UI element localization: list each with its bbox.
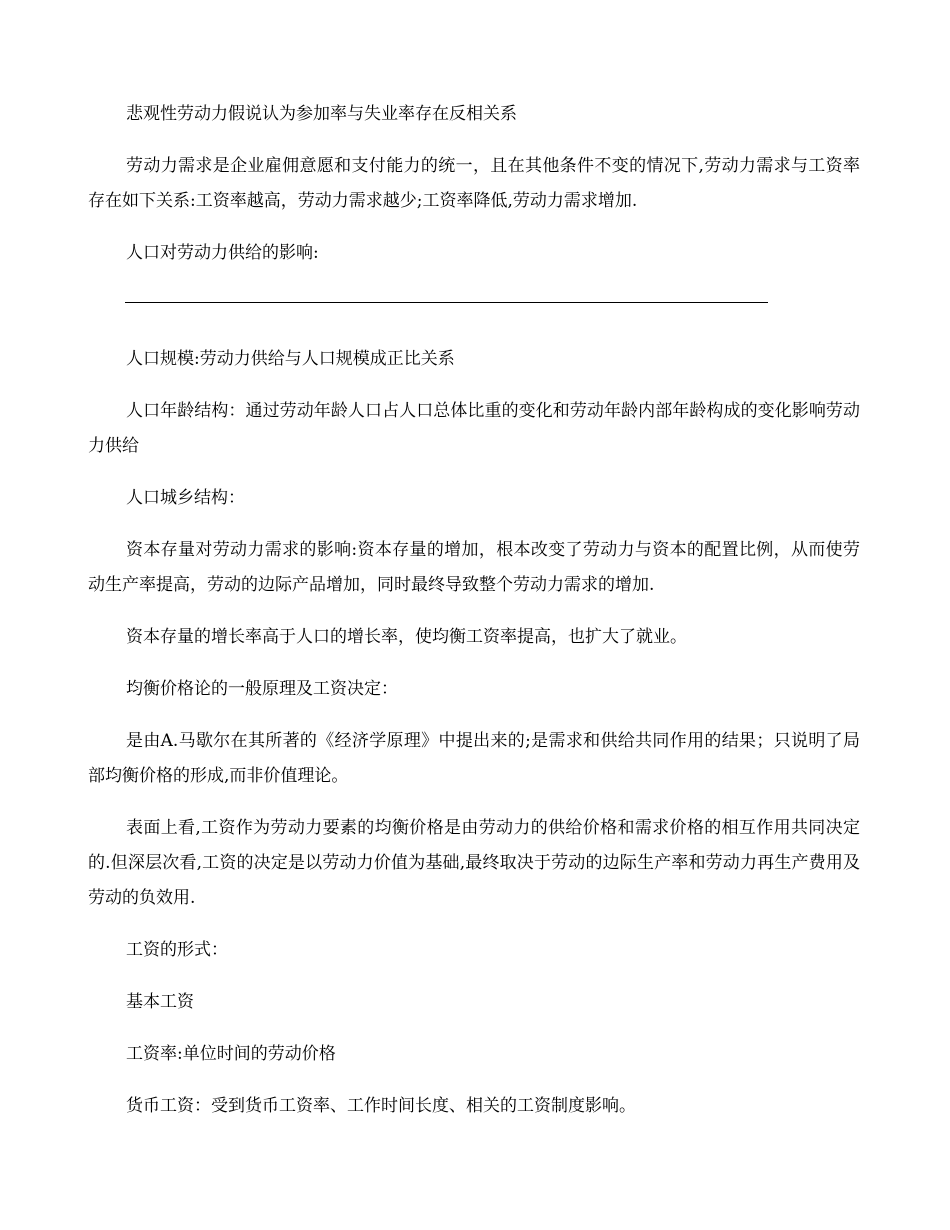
- paragraph-population-age-structure: 人口年龄结构：通过劳动年龄人口占人口总体比重的变化和劳动年龄内部年龄构成的变化影响劳动力供给: [88, 401, 860, 456]
- paragraph-basic-wage: 基本工资: [126, 992, 194, 1012]
- paragraph-marshall-theory: 是由A.马歇尔在其所著的《经济学原理》中提出来的;是需求和供给共同作用的结果；只说明了局部均衡价格的形成,而非价值理论。: [88, 731, 860, 786]
- paragraph-wage-forms-heading: 工资的形式：: [126, 940, 228, 960]
- paragraph-equilibrium-price-heading: 均衡价格论的一般原理及工资决定：: [126, 679, 398, 699]
- paragraph-labor-demand: 劳动力需求是企业雇佣意愿和支付能力的统一，且在其他条件不变的情况下,劳动力需求与工资率存在如下关系:工资率越高，劳动力需求越少;工资率降低,劳动力需求增加.: [88, 156, 860, 211]
- document-page: [88, 97, 860, 1141]
- paragraph-capital-stock-effect: 资本存量对劳动力需求的影响:资本存量的增加，根本改变了劳动力与资本的配置比例，从而使劳动生产率提高，劳动的边际产品增加，同时最终导致整个劳动力需求的增加.: [88, 540, 860, 595]
- paragraph-wage-determination: 表面上看,工资作为劳动力要素的均衡价格是由劳动力的供给价格和需求价格的相互作用共同决定的.但深层次看,工资的决定是以劳动力价值为基础,最终取决于劳动的边际生产率和劳动力再生产费用及劳动的负效用.: [88, 818, 860, 908]
- horizontal-rule-container: [88, 288, 860, 342]
- paragraph-money-wage: 货币工资：受到货币工资率、工作时间长度、相关的工资制度影响。: [126, 1096, 636, 1116]
- paragraph-population-effect-heading: 人口对劳动力供给的影响:: [126, 243, 319, 263]
- paragraph-population-size: 人口规模:劳动力供给与人口规模成正比关系: [126, 349, 455, 369]
- paragraph-wage-rate: 工资率:单位时间的劳动价格: [126, 1044, 336, 1064]
- paragraph-pessimistic-hypothesis: 悲观性劳动力假说认为参加率与失业率存在反相关系: [126, 104, 517, 124]
- paragraph-capital-growth-rate: 资本存量的增长率高于人口的增长率，使均衡工资率提高，也扩大了就业。: [126, 627, 687, 647]
- horizontal-rule: [125, 302, 768, 303]
- paragraph-population-urban-rural: 人口城乡结构：: [126, 488, 245, 508]
